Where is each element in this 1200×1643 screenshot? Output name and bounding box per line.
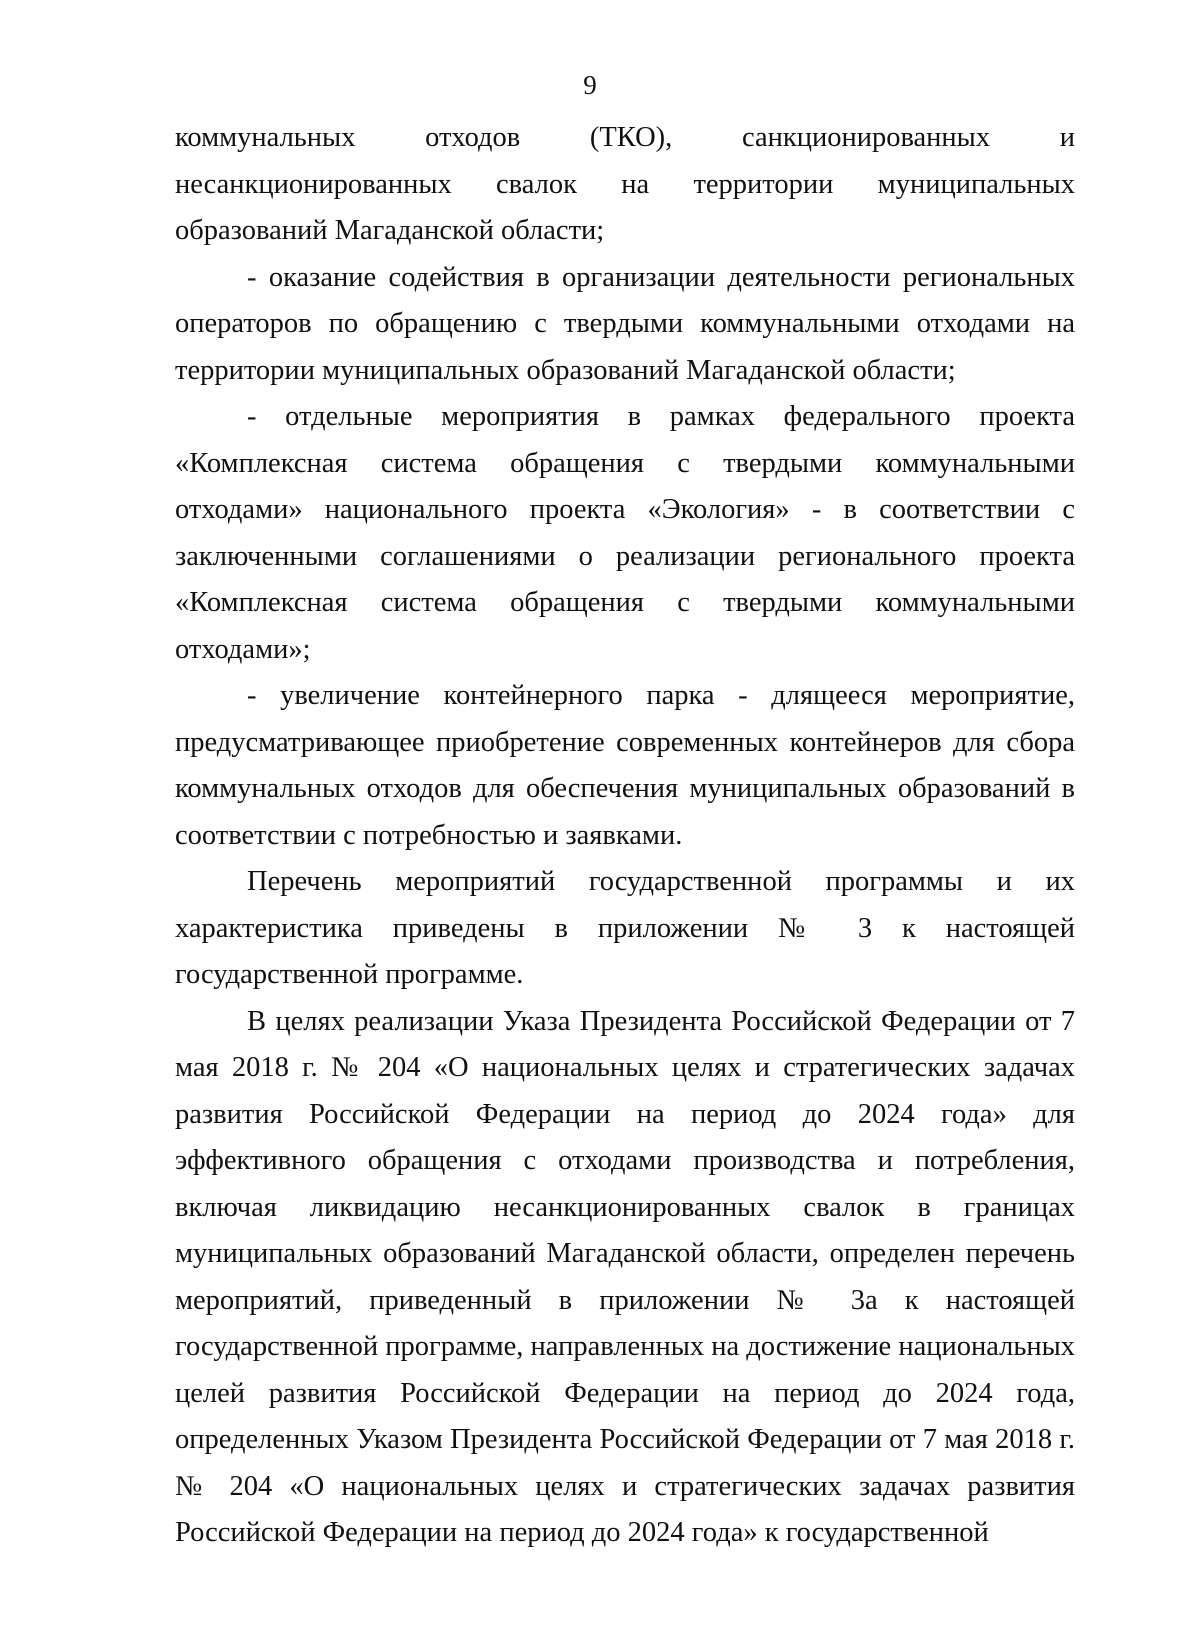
page-number: 9 [583, 70, 597, 100]
paragraph-continuation: коммунальных отходов (ТКО), санкционированных и несанкционированных свалок на территории муниципальных образований Магаданской области; [175, 122, 1075, 246]
paragraph-federal-project: - отдельные мероприятия в рамках федерального проекта «Комплексная система обращения с твердыми коммунальными отходами» национального проекта «Экология» - в соответствии с заключенными соглашениями о реализации регионального проекта «Комплексная система обращения с твердыми коммунальными отходами»; [175, 401, 1075, 665]
paragraph-measures-list: Перечень мероприятий государственной программы и их характеристика приведены в приложении № 3 к настоящей государственной программе. [175, 866, 1075, 990]
paragraph-container-park: - увеличение контейнерного парка - длящееся мероприятие, предусматривающее приобретение современных контейнеров для сбора коммунальных отходов для обеспечения муниципальных образований в соответствии с потребностью и заявками. [175, 680, 1075, 851]
paragraph-regional-operators: - оказание содействия в организации деятельности региональных операторов по обращению с твердыми коммунальными отходами на территории муниципальных образований Магаданской области; [175, 261, 1075, 386]
document-body [175, 115, 1075, 1557]
paragraph-presidential-decree: В целях реализации Указа Президента Российской Федерации от 7 мая 2018 г. № 204 «О национальных целях и стратегических задачах развития Российской Федерации на период до 2024 года» для эффективного обращения с отходами производства и потребления, включая ликвидацию несанкционированных свалок в границах муниципальных образований Магаданской области, определен перечень мероприятий, приведенный в приложении № 3а к настоящей государственной программе, направленных на достижение национальных целей развития Российской Федерации на период до 2024 года, определенных Указом Президента Российской Федерации от 7 мая 2018 г. № 204 «О национальных целях и стратегических задачах развития Российской Федерации на период до 2024 года» к государственной [175, 1005, 1075, 1548]
